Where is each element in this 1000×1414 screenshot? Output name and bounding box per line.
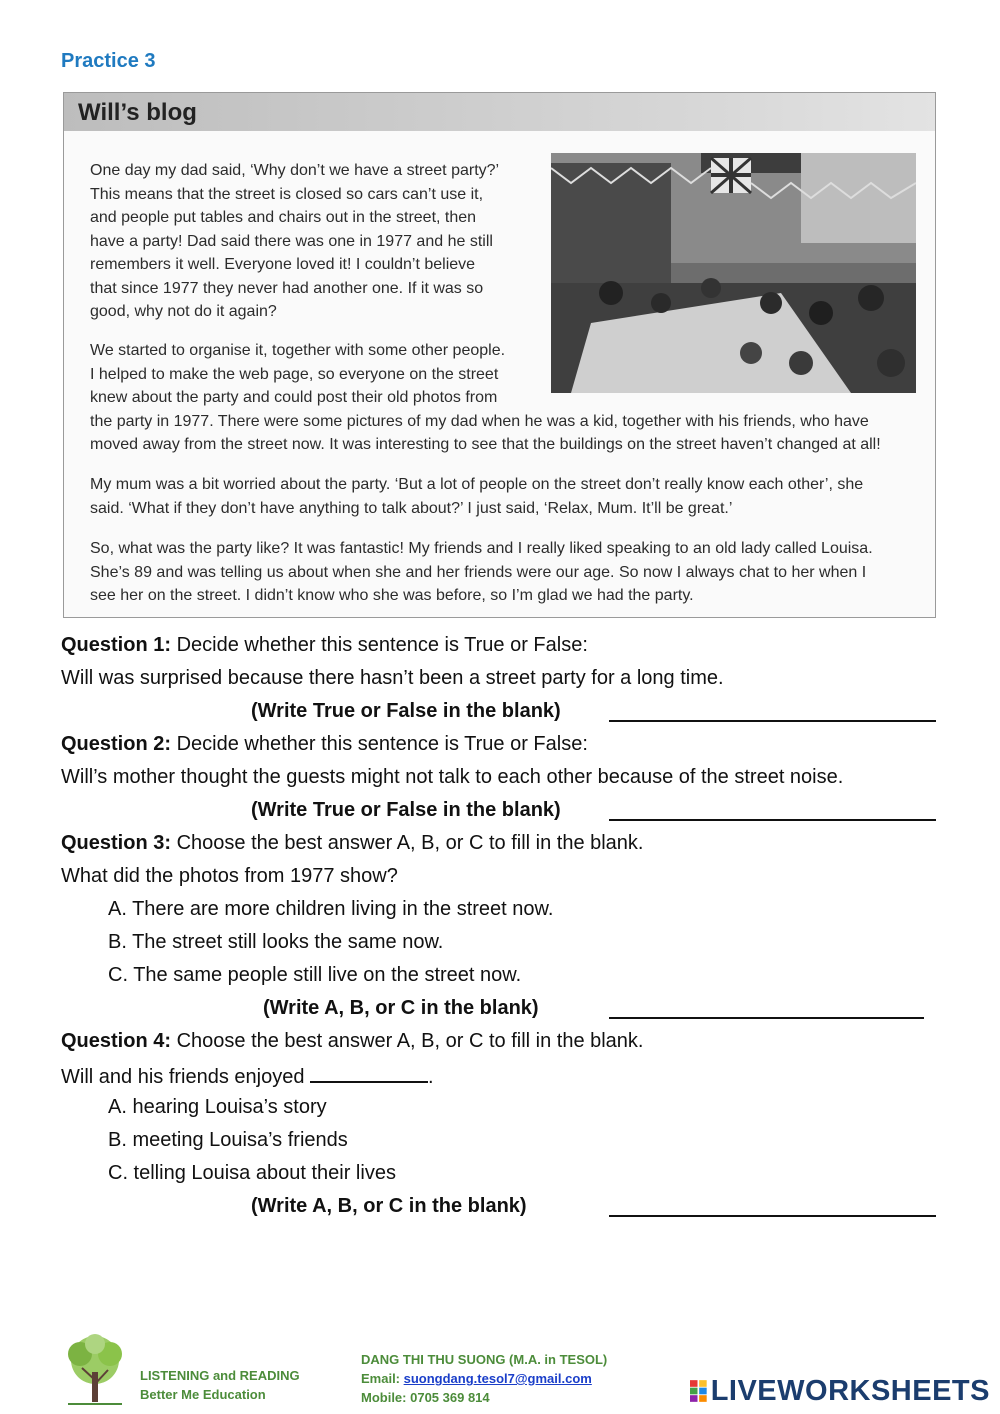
question-2-instruction: (Write True or False in the blank) (251, 799, 561, 821)
question-2-answer-blank[interactable] (609, 819, 936, 821)
question-4-header: Question 4: Choose the best answer A, B, or C to fill in the blank. (61, 1030, 644, 1052)
question-1-instruction: (Write True or False in the blank) (251, 700, 561, 722)
question-3-header: Question 3: Choose the best answer A, B, or C to fill in the blank. (61, 832, 644, 854)
liveworksheets-logo: LIVEWORKSHEETS (690, 1374, 990, 1408)
question-2-statement: Will’s mother thought the guests might not talk to each other because of the street noise. (61, 766, 844, 788)
blog-paragraph-1: One day my dad said, ‘Why don’t we have a street party?’ This means that the street is closed so cars can’t use it, and people put tables and chairs out in the street, then have a party! Dad said there was one in 1977 and he still remembers it well. Everyone loved it! I couldn’t believe that since 1977 they never had another one. If it was so good, why not do it again? (90, 162, 500, 320)
blog-paragraph-2: We started to organise it, together with some other people. I helped to make the web page, so everyone on the street knew about the party and could post their old photos from the party in 1977. There were some pictures of my dad when he was a kid, together with his friends, who have moved away from the street now. It was interesting to see that the buildings on the street haven’t changed at all! (90, 342, 881, 453)
question-4-option-b: B. meeting Louisa’s friends (108, 1129, 348, 1151)
question-2-header: Question 2: Decide whether this sentence is True or False: (61, 733, 588, 755)
question-4-inline-blank (310, 1063, 428, 1083)
practice-title: Practice 3 (61, 50, 156, 72)
tree-logo-icon (60, 1332, 130, 1408)
question-3-option-a: A. There are more children living in the street now. (108, 898, 554, 920)
email-link[interactable]: suongdang.tesol7@gmail.com (403, 1371, 592, 1386)
question-3-option-c: C. The same people still live on the street now. (108, 964, 522, 986)
question-4-instruction: (Write A, B, or C in the blank) (251, 1195, 527, 1217)
liveworksheets-icon (690, 1378, 707, 1404)
footer-author-contact: DANG THI THU SUONG (M.A. in TESOL) Email: suongdang.tesol7@gmail.com Mobile: 0705 369 814 (361, 1352, 608, 1405)
question-1-answer-blank[interactable] (609, 720, 936, 722)
question-3-statement: What did the photos from 1977 show? (61, 865, 398, 887)
blog-paragraph-3: My mum was a bit worried about the party. ‘But a lot of people on the street don’t really know each other’, she said. ‘What if they don’t have anything to talk about?’ I just said, ‘Relax, Mum. It’ll be great.’ (90, 476, 864, 517)
footer-school: LISTENING and READING Better Me Education (140, 1368, 300, 1402)
blog-paragraph-4: So, what was the party like? It was fantastic! My friends and I really liked speaking to an old lady called Louisa. She’s 89 and was telling us about when she and her friends were our age. So now I always chat to her when I see her on the street. I didn’t know who she was before, so I’m glad we had the party. (90, 540, 873, 604)
question-4-option-c: C. telling Louisa about their lives (108, 1162, 396, 1184)
question-3-answer-blank[interactable] (609, 1017, 924, 1019)
question-4-statement: Will and his friends enjoyed . (61, 1063, 434, 1089)
question-1-header: Question 1: Decide whether this sentence is True or False: (61, 634, 588, 656)
question-1-statement: Will was surprised because there hasn’t been a street party for a long time. (61, 667, 724, 689)
question-4-answer-blank[interactable] (609, 1215, 936, 1217)
question-3-instruction: (Write A, B, or C in the blank) (263, 997, 539, 1019)
blog-excerpt (63, 92, 936, 618)
blog-title: Will’s blog (64, 93, 935, 131)
street-party-photo (551, 153, 916, 393)
question-4-option-a: A. hearing Louisa’s story (108, 1096, 327, 1118)
question-3-option-b: B. The street still looks the same now. (108, 931, 444, 953)
